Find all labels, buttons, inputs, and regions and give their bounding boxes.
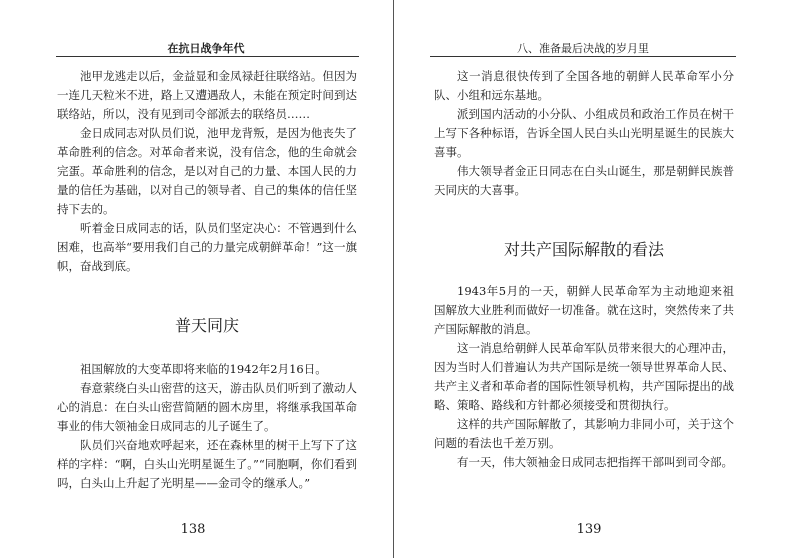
page-number: 138 — [180, 522, 206, 537]
paragraph: 1943年5月的一天，朝鲜人民革命军为主动地迎来祖国解放大业胜利而做好一切准备。就在这时，突然传来了共产国际解散的消息。 — [434, 284, 734, 336]
paragraph: 祖国解放的大变革即将来临的1942年2月16日。 — [80, 362, 327, 376]
section-title: 普天同庆 — [174, 316, 239, 335]
paragraph: 这一消息很快传到了全国各地的朝鲜人民革命军小分队、小组和远东基地。 — [434, 69, 734, 102]
paragraph: 伟大领导者金正日同志在白头山诞生，那是朝鲜民族普天同庆的大喜事。 — [434, 164, 734, 197]
header-rule — [430, 56, 736, 57]
right-page — [394, 0, 787, 558]
paragraph: 池甲龙逃走以后，金益显和金凤禄赶往联络站。但因为一连几天粒米不进，路上又遭遇敌人，未能在预定时间到达联络站，所以，没有见到司令部派去的联络员…… — [57, 69, 357, 121]
left-page — [0, 0, 393, 558]
paragraph: 派到国内活动的小分队、小组成员和政治工作员在树干上写下各种标语，告诉全国人民白头山光明星诞生的民族大喜事。 — [434, 107, 734, 159]
page-body — [57, 67, 357, 493]
page-body — [434, 67, 734, 472]
paragraph: 这一消息给朝鲜人民革命军队员带来很大的心理冲击，因为当时人们普遍认为共产国际是统一领导世界革命人民、共产主义者和革命者的国际性领导机构，共产国际提出的战略、策略、路线和方针都必须接受和贯彻执行。 — [434, 341, 734, 412]
header-rule — [56, 56, 359, 57]
paragraph: 听着金日成同志的话，队员们坚定决心：不管遇到什么困难，也高举“要用我们自己的力量完成朝鲜革命！”这一旗帜，奋战到底。 — [57, 221, 357, 273]
paragraph: 这样的共产国际解散了，其影响力非同小可，关于这个问题的看法也千差万别。 — [434, 417, 734, 450]
running-header: 在抗日战争年代 — [167, 42, 245, 55]
paragraph: 金日成同志对队员们说，池甲龙背叛，是因为他丧失了革命胜利的信念。对革命者来说，没有信念，他的生命就会完蛋。革命胜利的信念，是以对自己的力量、本国人民的力量的信任为基础，以对自己的领导者、自己的集体的信任坚持下去的。 — [57, 126, 357, 216]
paragraph: 春意萦绕白头山密营的这天，游击队员们听到了激动人心的消息：在白头山密营简陋的圆木房里，将继承我国革命事业的伟大领袖金日成同志的儿子诞生了。 — [57, 381, 357, 433]
paragraph: 有一天，伟大领袖金日成同志把指挥干部叫到司令部。 — [457, 455, 733, 469]
running-header: 八、准备最后决战的岁月里 — [517, 42, 649, 55]
paragraph: 队员们兴奋地欢呼起来，还在森林里的树干上写下了这样的字样：“啊，白头山光明星诞生了。”“同胞啊，你们看到吗，白头山上升起了光明星——金司令的继承人。” — [57, 438, 357, 490]
section-title: 对共产国际解散的看法 — [503, 240, 664, 259]
page-number: 139 — [576, 522, 602, 537]
